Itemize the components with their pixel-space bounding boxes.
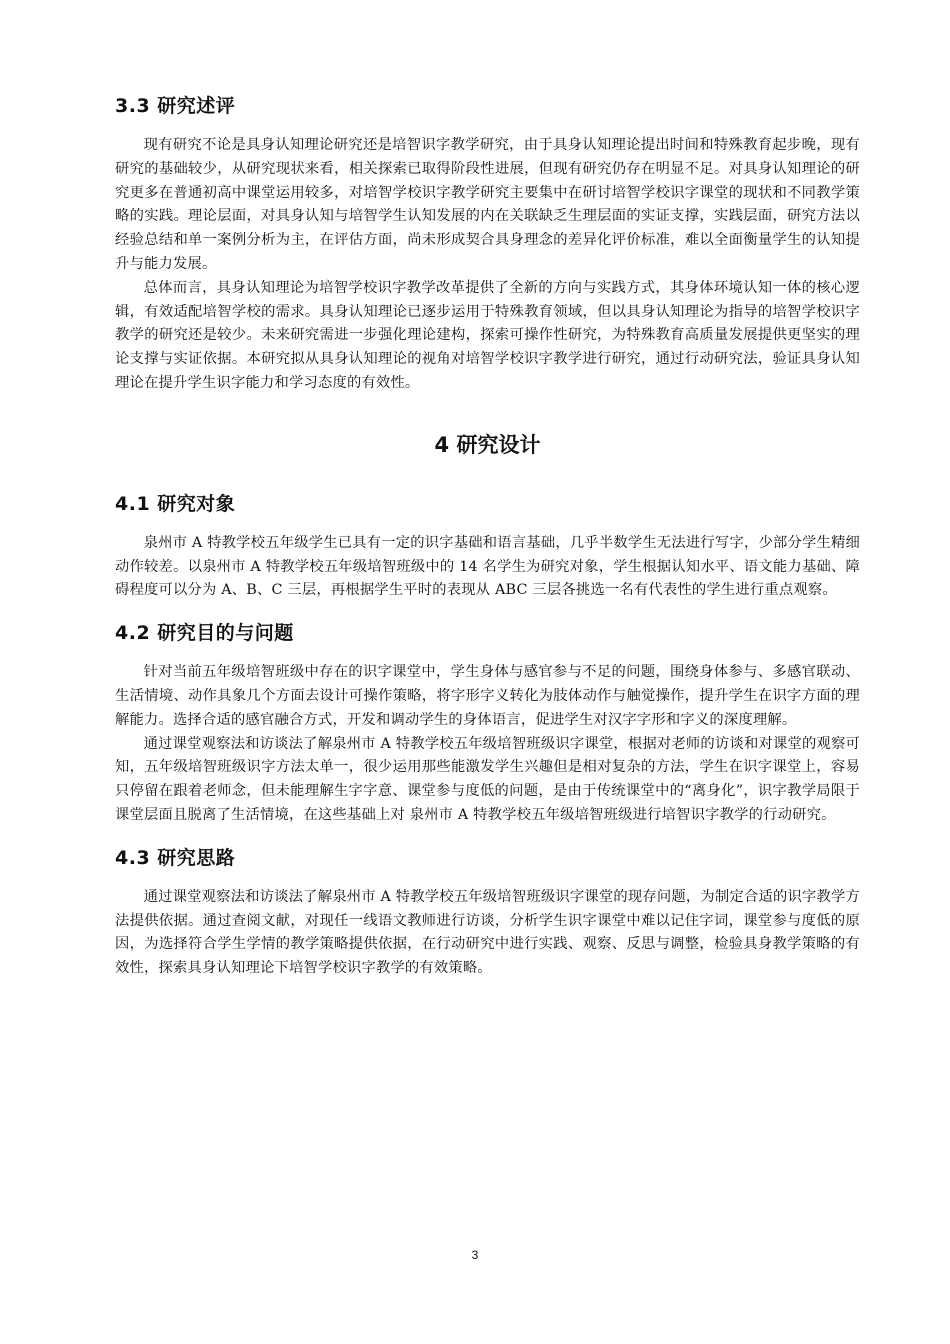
section-heading-4-3: 4.3 研究思路 xyxy=(115,846,236,869)
page-number: 3 xyxy=(471,1248,479,1262)
paragraph: 通过课堂观察法和访谈法了解泉州市 A 特教学校五年级培智班级识字课堂，根据对老师的访谈和对课堂的观察可知，五年级培智班级识字方法太单一，很少运用那些能激发学生兴趣但是相对复杂的方法，学生在识字课堂上，容易只停留在跟着老师念，但未能理解生字字意、课堂参与度低的问题，是由于传统课堂中的“离身化”，识字教学局限于课堂层面且脱离了生活情境，在这些基础上对 泉州市 A 特教学校五年级培智班级进行培智识字教学的行动研究。 xyxy=(115,735,860,823)
paragraph: 现有研究不论是具身认知理论研究还是培智识字教学研究，由于具身认知理论提出时间和特殊教育起步晚，现有研究的基础较少，从研究现状来看，相关探索已取得阶段性进展，但现有研究仍存在明显不足。对具身认知理论的研究更多在普通初高中课堂运用较多，对培智学校识字教学研究主要集中在研讨培智学校识字课堂的现状和不同教学策略的实践。理论层面，对具身认知与培智学生认知发展的内在关联缺乏生理层面的实证支撑，实践层面，研究方法以经验总结和单一案例分析为主，在评估方面，尚未形成契合具身理念的差异化评价标准，难以全面衡量学生的认知提升与能力发展。 xyxy=(115,137,860,272)
paragraph: 泉州市 A 特教学校五年级学生已具有一定的识字基础和语言基础，几乎半数学生无法进行写字，少部分学生精细动作较差。以泉州市 A 特教学校五年级培智班级中的 14 名学生为研究对象，学生根据认知水平、语文能力基础、障碍程度可以分为 A、B、C 三层，再根据学生平时的表现从 ABC 三层各挑选一名有代表性的学生进行重点观察。 xyxy=(115,534,860,599)
paragraph: 通过课堂观察法和访谈法了解泉州市 A 特教学校五年级培智班级识字课堂的现存问题，为制定合适的识字教学方法提供依据。通过查阅文献，对现任一线语文教师进行访谈，分析学生识字课堂中难以记住字词，课堂参与度低的原因，为选择符合学生学情的教学策略提供依据，在行动研究中进行实践、观察、反思与调整，检验具身教学策略的有效性，探索具身认知理论下培智学校识字教学的有效策略。 xyxy=(115,888,860,977)
chapter-heading-4: 4 研究设计 xyxy=(434,432,541,457)
section-heading-4-1: 4.1 研究对象 xyxy=(115,492,236,515)
section-heading-3-3: 3.3 研究述评 xyxy=(115,95,236,117)
paragraph: 针对当前五年级培智班级中存在的识字课堂中，学生身体与感官参与不足的问题，围绕身体参与、多感官联动、生活情境、动作具象几个方面去设计可操作策略，将字形字义转化为肢体动作与触觉操作，提升学生在识字方面的理解能力。选择合适的感官融合方式，开发和调动学生的身体语言，促进学生对汉字字形和字义的深度理解。 xyxy=(115,664,860,728)
page-content xyxy=(115,92,860,981)
paragraph: 总体而言，具身认知理论为培智学校识字教学改革提供了全新的方向与实践方式，其身体环境认知一体的核心逻辑，有效适配培智学校的需求。具身认知理论已逐步运用于特殊教育领域，但以具身认知理论为指导的培智学校识字教学的研究还是较少。未来研究需进一步强化理论建构，探索可操作性研究，为特殊教育高质量发展提供更坚实的理论支撑与实证依据。本研究拟从具身认知理论的视角对培智学校识字教学进行研究，通过行动研究法，验证具身认知理论在提升学生识字能力和学习态度的有效性。 xyxy=(115,279,860,391)
section-heading-4-2: 4.2 研究目的与问题 xyxy=(115,622,294,645)
